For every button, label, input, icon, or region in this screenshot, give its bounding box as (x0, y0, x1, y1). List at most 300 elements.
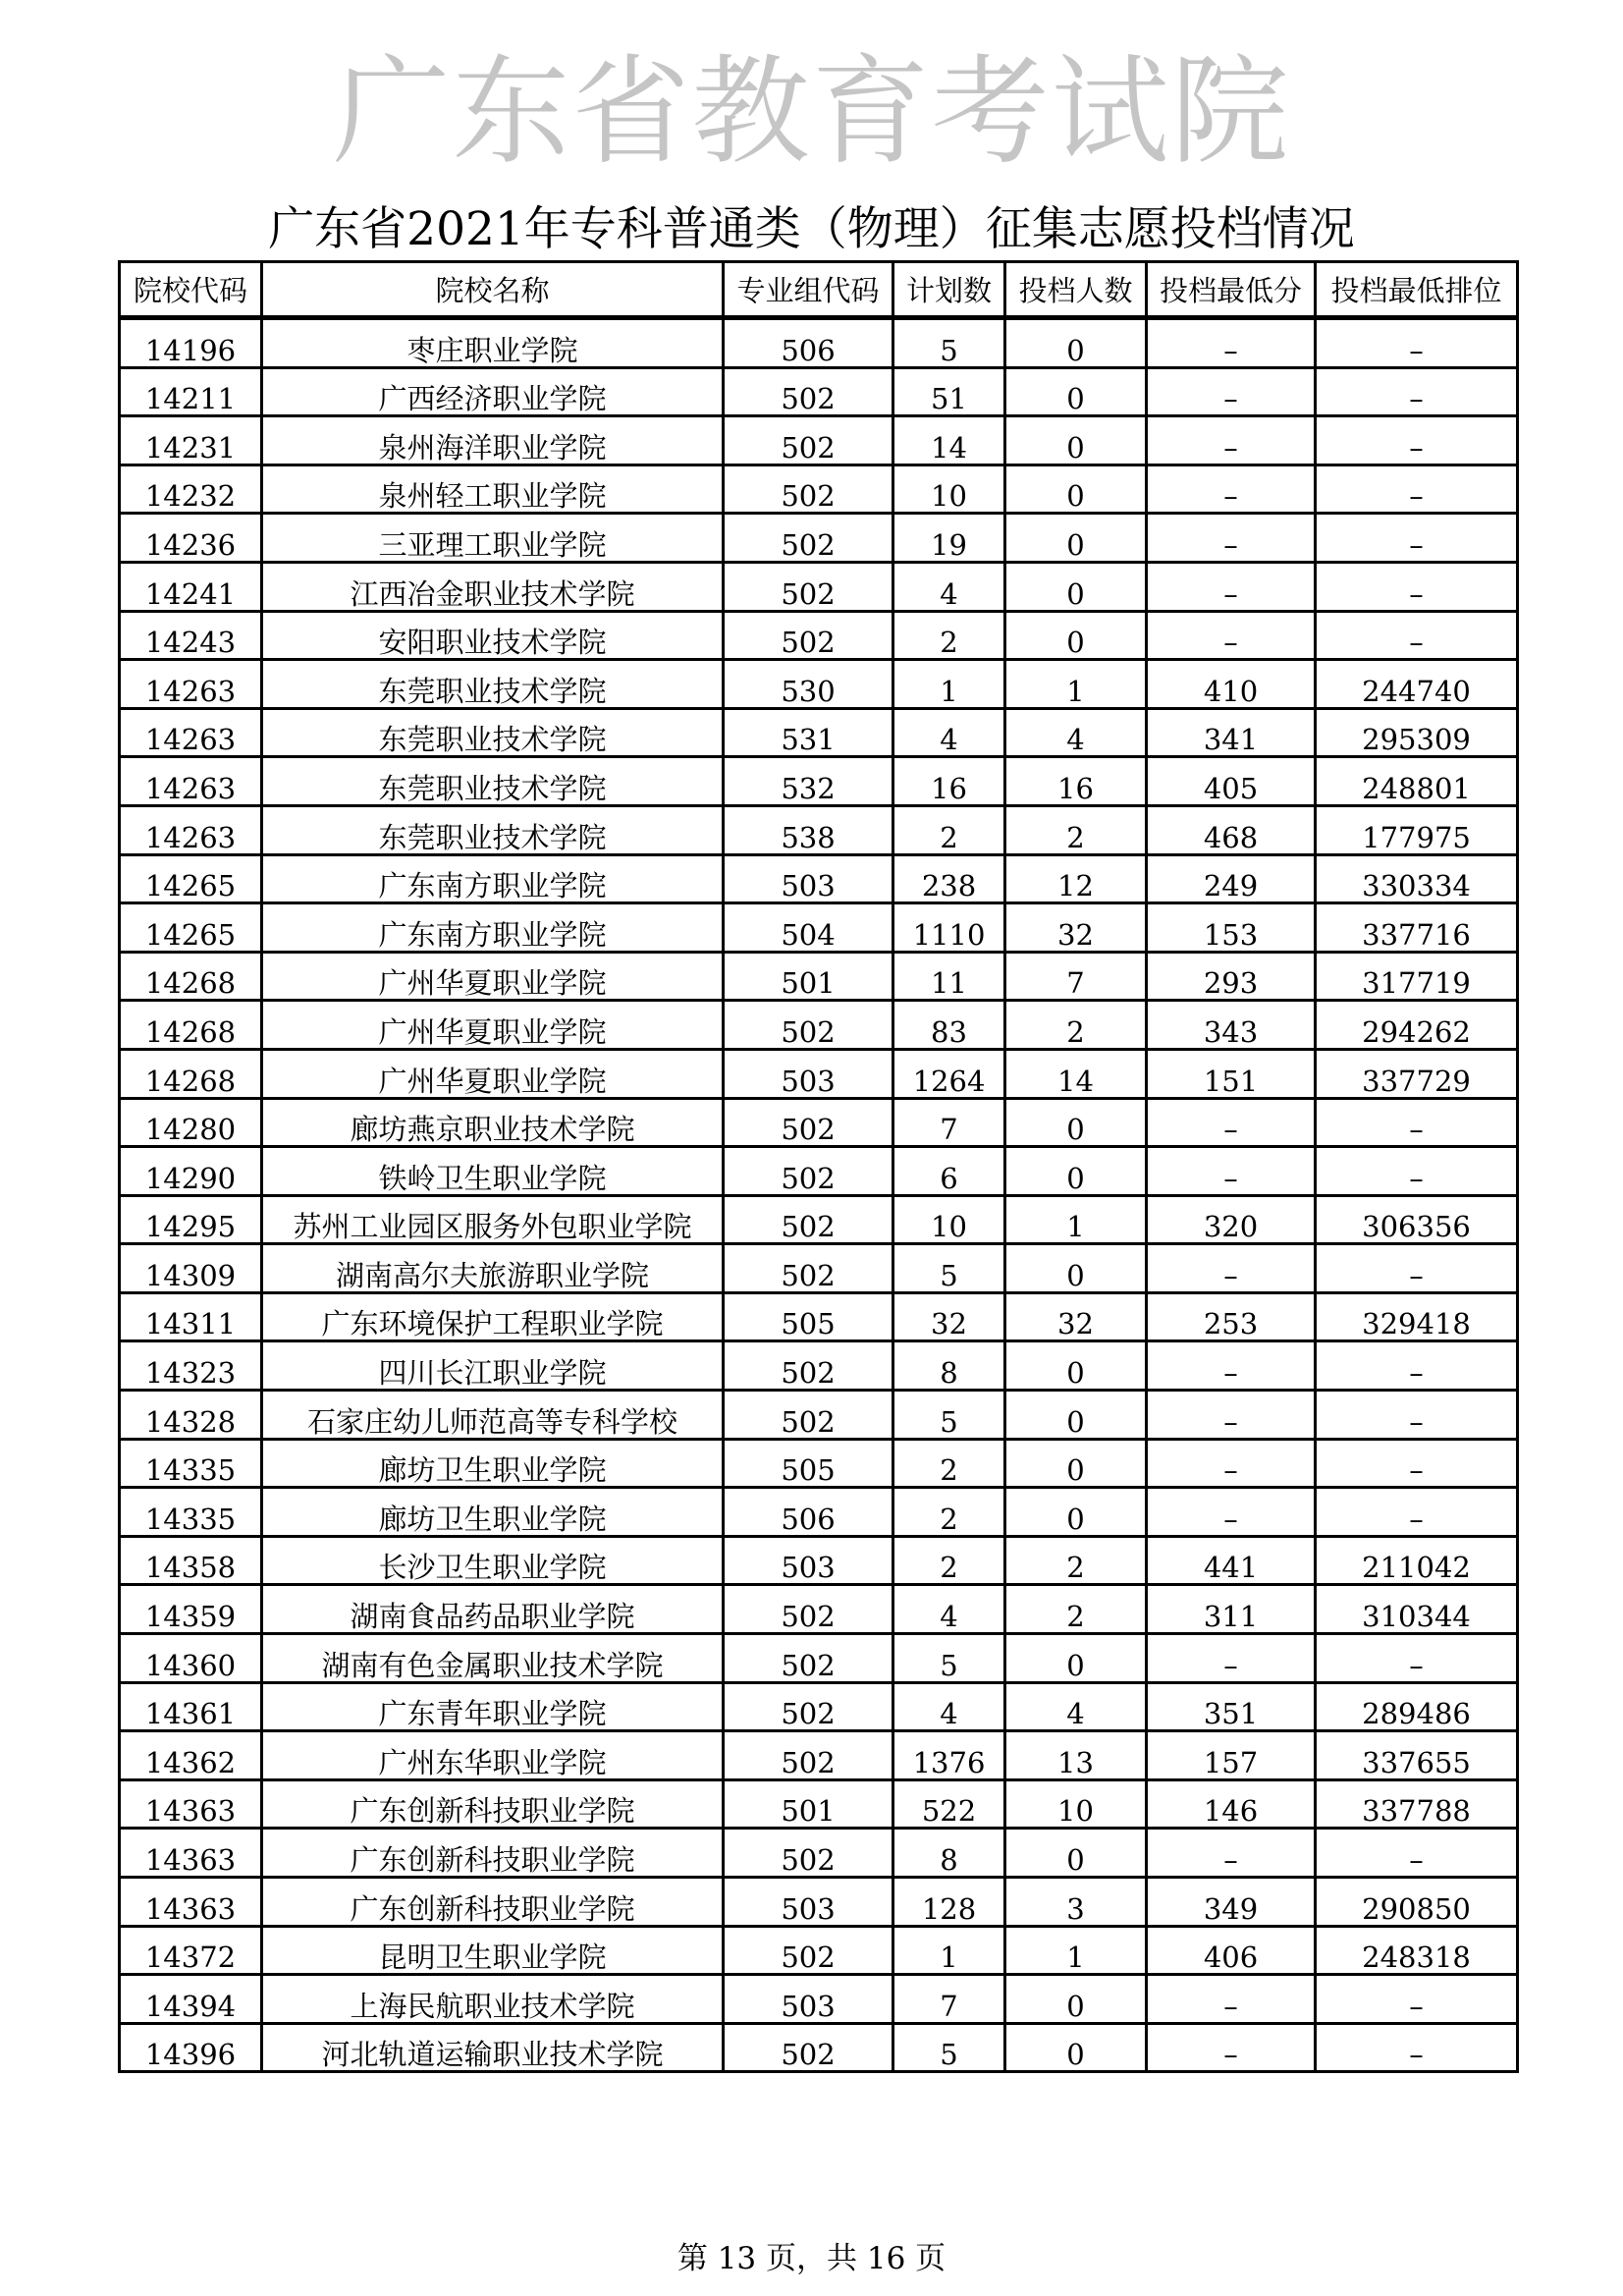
table-cell: 广东南方职业学院 (262, 903, 724, 953)
table-cell: 317719 (1316, 952, 1518, 1001)
table-cell: 0 (1005, 1391, 1147, 1440)
table-row (120, 854, 1518, 903)
table-cell: 0 (1005, 1147, 1147, 1196)
table-row (120, 1634, 1518, 1683)
table-cell: 306356 (1316, 1195, 1518, 1244)
table-cell: 502 (724, 367, 893, 416)
table-cell: 四川长江职业学院 (262, 1341, 724, 1391)
table-cell: 7 (1005, 952, 1147, 1001)
table-cell: 503 (724, 1878, 893, 1927)
table-cell: 长沙卫生职业学院 (262, 1536, 724, 1585)
table-cell: – (1316, 416, 1518, 465)
table-row (120, 562, 1518, 611)
table-cell: 6 (893, 1147, 1005, 1196)
table-cell: – (1147, 2023, 1316, 2072)
table-cell: 8 (893, 1829, 1005, 1878)
table-cell: – (1316, 1147, 1518, 1196)
table-cell: 河北轨道运输职业技术学院 (262, 2023, 724, 2072)
table-cell: – (1316, 1634, 1518, 1683)
table-cell: 290850 (1316, 1878, 1518, 1927)
table-cell: – (1147, 465, 1316, 514)
table-cell: 14268 (120, 952, 262, 1001)
table-cell: 249 (1147, 854, 1316, 903)
table-cell: 10 (893, 1195, 1005, 1244)
table-cell: – (1147, 1244, 1316, 1293)
table-row (120, 465, 1518, 514)
table-cell: 330334 (1316, 854, 1518, 903)
table-cell: 14361 (120, 1682, 262, 1731)
table-row (120, 1731, 1518, 1780)
table-row (120, 1098, 1518, 1147)
table-cell: 0 (1005, 1634, 1147, 1683)
table-cell: 石家庄幼儿师范高等专科学校 (262, 1391, 724, 1440)
table-cell: 14309 (120, 1244, 262, 1293)
table-cell: 14360 (120, 1634, 262, 1683)
table-row (120, 1391, 1518, 1440)
table-cell: 0 (1005, 1975, 1147, 2024)
table-cell: 广州华夏职业学院 (262, 1049, 724, 1098)
table-row (120, 367, 1518, 416)
table-cell: 12 (1005, 854, 1147, 903)
table-row (120, 1585, 1518, 1634)
table-row (120, 1195, 1518, 1244)
table-cell: 538 (724, 805, 893, 854)
table-cell: 14236 (120, 514, 262, 563)
table-cell: 2 (1005, 1001, 1147, 1050)
table-cell: – (1147, 1391, 1316, 1440)
table-cell: 14263 (120, 708, 262, 757)
table-cell: 10 (893, 465, 1005, 514)
table-row (120, 1926, 1518, 1975)
table-cell: 广东环境保护工程职业学院 (262, 1292, 724, 1341)
table-cell: 廊坊燕京职业技术学院 (262, 1098, 724, 1147)
table-cell: 410 (1147, 660, 1316, 709)
table-cell: – (1147, 367, 1316, 416)
table-cell: 廊坊卫生职业学院 (262, 1488, 724, 1537)
table-cell: 0 (1005, 1439, 1147, 1488)
table-cell: 351 (1147, 1682, 1316, 1731)
table-row (120, 1439, 1518, 1488)
table-cell: 503 (724, 1049, 893, 1098)
table-cell: 502 (724, 1244, 893, 1293)
table-cell: – (1147, 1147, 1316, 1196)
table-cell: 14359 (120, 1585, 262, 1634)
table-cell: 5 (893, 1391, 1005, 1440)
table-cell: 503 (724, 1536, 893, 1585)
table-cell: 14 (893, 416, 1005, 465)
table-cell: 5 (893, 2023, 1005, 2072)
table-cell: – (1316, 1829, 1518, 1878)
table-row (120, 1829, 1518, 1878)
table-cell: 502 (724, 1731, 893, 1780)
table-cell: 14 (1005, 1049, 1147, 1098)
table-cell: – (1316, 1341, 1518, 1391)
table-cell: – (1316, 1488, 1518, 1537)
table-cell: 502 (724, 611, 893, 660)
table-cell: 广东南方职业学院 (262, 854, 724, 903)
table-row (120, 805, 1518, 854)
table-cell: 2 (1005, 805, 1147, 854)
table-cell: 14243 (120, 611, 262, 660)
table-cell: – (1147, 416, 1316, 465)
table-row (120, 611, 1518, 660)
table-cell: 0 (1005, 1244, 1147, 1293)
table-cell: 505 (724, 1292, 893, 1341)
table-cell: 0 (1005, 416, 1147, 465)
table-cell: – (1147, 1634, 1316, 1683)
table-cell: 苏州工业园区服务外包职业学院 (262, 1195, 724, 1244)
table-cell: 14335 (120, 1439, 262, 1488)
column-header: 专业组代码 (724, 262, 893, 318)
table-cell: 502 (724, 1001, 893, 1050)
table-cell: 2 (893, 805, 1005, 854)
table-cell: 310344 (1316, 1585, 1518, 1634)
table-cell: 32 (1005, 903, 1147, 953)
table-row (120, 1975, 1518, 2024)
table-cell: 502 (724, 1829, 893, 1878)
table-cell: 504 (724, 903, 893, 953)
table-cell: 枣庄职业学院 (262, 318, 724, 368)
table-cell: 14211 (120, 367, 262, 416)
table-cell: 7 (893, 1975, 1005, 2024)
table-row (120, 1779, 1518, 1829)
watermark: 广东省教育考试院 (332, 44, 1291, 181)
table-cell: 157 (1147, 1731, 1316, 1780)
table-cell: 14265 (120, 854, 262, 903)
table-cell: 0 (1005, 611, 1147, 660)
table-cell: 337788 (1316, 1779, 1518, 1829)
table-cell: 128 (893, 1878, 1005, 1927)
table-cell: 4 (893, 708, 1005, 757)
table-cell: 0 (1005, 514, 1147, 563)
table-cell: 14280 (120, 1098, 262, 1147)
table-cell: 441 (1147, 1536, 1316, 1585)
table-cell: 2 (893, 611, 1005, 660)
table-cell: 广州华夏职业学院 (262, 952, 724, 1001)
table-cell: 东莞职业技术学院 (262, 660, 724, 709)
table-cell: 146 (1147, 1779, 1316, 1829)
table-cell: 14265 (120, 903, 262, 953)
table-cell: 0 (1005, 465, 1147, 514)
table-cell: 昆明卫生职业学院 (262, 1926, 724, 1975)
table-cell: 337716 (1316, 903, 1518, 953)
table-cell: 14394 (120, 1975, 262, 2024)
table-cell: 广州华夏职业学院 (262, 1001, 724, 1050)
table-cell: 14295 (120, 1195, 262, 1244)
table-cell: 1376 (893, 1731, 1005, 1780)
table-cell: 14396 (120, 2023, 262, 2072)
table-cell: 0 (1005, 2023, 1147, 2072)
table-cell: 253 (1147, 1292, 1316, 1341)
table-cell: – (1316, 1098, 1518, 1147)
table-cell: 14290 (120, 1147, 262, 1196)
table-cell: 0 (1005, 1829, 1147, 1878)
table-cell: 湖南高尔夫旅游职业学院 (262, 1244, 724, 1293)
table-cell: 19 (893, 514, 1005, 563)
table-cell: – (1316, 1439, 1518, 1488)
table-cell: – (1147, 1439, 1316, 1488)
table-cell: 0 (1005, 562, 1147, 611)
table-cell: 320 (1147, 1195, 1316, 1244)
table-cell: 14196 (120, 318, 262, 368)
table-row (120, 1244, 1518, 1293)
table-cell: – (1316, 318, 1518, 368)
table-cell: 502 (724, 2023, 893, 2072)
table-row (120, 1001, 1518, 1050)
table-cell: 248318 (1316, 1926, 1518, 1975)
table-cell: – (1316, 1975, 1518, 2024)
table-cell: 14372 (120, 1926, 262, 1975)
table-row (120, 1536, 1518, 1585)
table-cell: 14241 (120, 562, 262, 611)
table-cell: 三亚理工职业学院 (262, 514, 724, 563)
table-cell: 343 (1147, 1001, 1316, 1050)
table-cell: 11 (893, 952, 1005, 1001)
table-cell: 2 (893, 1488, 1005, 1537)
column-header: 院校名称 (262, 262, 724, 318)
table-cell: – (1147, 1341, 1316, 1391)
table-cell: 8 (893, 1341, 1005, 1391)
table-cell: 1 (893, 660, 1005, 709)
table-cell: 32 (1005, 1292, 1147, 1341)
table-row (120, 416, 1518, 465)
table-cell: 1 (893, 1926, 1005, 1975)
table-cell: 502 (724, 1341, 893, 1391)
table-cell: 14363 (120, 1779, 262, 1829)
table-cell: 湖南食品药品职业学院 (262, 1585, 724, 1634)
table-cell: 1264 (893, 1049, 1005, 1098)
table-cell: – (1316, 1244, 1518, 1293)
table-cell: 506 (724, 318, 893, 368)
table-cell: – (1316, 611, 1518, 660)
table-cell: 14263 (120, 757, 262, 806)
table-cell: 522 (893, 1779, 1005, 1829)
table-cell: – (1147, 1488, 1316, 1537)
table-cell: 506 (724, 1488, 893, 1537)
table-cell: 铁岭卫生职业学院 (262, 1147, 724, 1196)
table-cell: 湖南有色金属职业技术学院 (262, 1634, 724, 1683)
table-cell: 14328 (120, 1391, 262, 1440)
table-cell: 16 (1005, 757, 1147, 806)
table-cell: 468 (1147, 805, 1316, 854)
column-header: 投档最低排位 (1316, 262, 1518, 318)
table-cell: 0 (1005, 1098, 1147, 1147)
table-cell: 10 (1005, 1779, 1147, 1829)
table-cell: 5 (893, 318, 1005, 368)
table-cell: 东莞职业技术学院 (262, 805, 724, 854)
table-cell: 1 (1005, 1926, 1147, 1975)
table-cell: 502 (724, 514, 893, 563)
page-footer: 第 13 页，共 16 页 (676, 2241, 947, 2276)
table-cell: 502 (724, 1926, 893, 1975)
table-cell: 14323 (120, 1341, 262, 1391)
column-header: 计划数 (893, 262, 1005, 318)
table-cell: 14263 (120, 660, 262, 709)
table-cell: 502 (724, 1195, 893, 1244)
table-row (120, 660, 1518, 709)
table-cell: 14311 (120, 1292, 262, 1341)
table-cell: 安阳职业技术学院 (262, 611, 724, 660)
table-cell: 14231 (120, 416, 262, 465)
table-cell: 349 (1147, 1878, 1316, 1927)
table-cell: 341 (1147, 708, 1316, 757)
table-header (120, 262, 1518, 318)
table-cell: 4 (893, 1585, 1005, 1634)
table-cell: 0 (1005, 1341, 1147, 1391)
table-cell: 337655 (1316, 1731, 1518, 1780)
table-cell: 4 (1005, 1682, 1147, 1731)
table-cell: 501 (724, 952, 893, 1001)
table-cell: 32 (893, 1292, 1005, 1341)
table-cell: – (1147, 514, 1316, 563)
table-row (120, 952, 1518, 1001)
table-cell: 广东创新科技职业学院 (262, 1779, 724, 1829)
table-cell: 13 (1005, 1731, 1147, 1780)
table-cell: – (1316, 2023, 1518, 2072)
table-row (120, 1488, 1518, 1537)
table-cell: 501 (724, 1779, 893, 1829)
table-cell: – (1147, 611, 1316, 660)
table-cell: 14263 (120, 805, 262, 854)
table-cell: 14335 (120, 1488, 262, 1537)
table-cell: 0 (1005, 1488, 1147, 1537)
table-row (120, 1878, 1518, 1927)
table-cell: 廊坊卫生职业学院 (262, 1439, 724, 1488)
table-cell: 2 (1005, 1536, 1147, 1585)
table-cell: 405 (1147, 757, 1316, 806)
table-cell: 502 (724, 1585, 893, 1634)
table-cell: 5 (893, 1244, 1005, 1293)
table-cell: – (1147, 1829, 1316, 1878)
table-cell: 0 (1005, 318, 1147, 368)
table-cell: 289486 (1316, 1682, 1518, 1731)
table-cell: 上海民航职业技术学院 (262, 1975, 724, 2024)
table-cell: 311 (1147, 1585, 1316, 1634)
table-cell: 14363 (120, 1878, 262, 1927)
table-cell: 502 (724, 1682, 893, 1731)
table-cell: 4 (893, 562, 1005, 611)
table-cell: – (1316, 367, 1518, 416)
table-cell: 177975 (1316, 805, 1518, 854)
table-cell: 2 (893, 1439, 1005, 1488)
table-cell: 东莞职业技术学院 (262, 708, 724, 757)
table-cell: 1110 (893, 903, 1005, 953)
table-cell: 1 (1005, 1195, 1147, 1244)
table-cell: 广州东华职业学院 (262, 1731, 724, 1780)
table-cell: 7 (893, 1098, 1005, 1147)
table-cell: – (1316, 562, 1518, 611)
table-cell: – (1316, 514, 1518, 563)
table-row (120, 757, 1518, 806)
table-cell: 406 (1147, 1926, 1316, 1975)
table-row (120, 2023, 1518, 2072)
table-cell: 0 (1005, 367, 1147, 416)
table-cell: 广东创新科技职业学院 (262, 1829, 724, 1878)
table-cell: 329418 (1316, 1292, 1518, 1341)
table-cell: 337729 (1316, 1049, 1518, 1098)
table-row (120, 514, 1518, 563)
table-cell: 502 (724, 465, 893, 514)
table-cell: – (1316, 465, 1518, 514)
table-row (120, 903, 1518, 953)
table-cell: 1 (1005, 660, 1147, 709)
table-cell: 泉州海洋职业学院 (262, 416, 724, 465)
table-cell: – (1147, 562, 1316, 611)
table-row (120, 708, 1518, 757)
table-cell: 211042 (1316, 1536, 1518, 1585)
table-cell: 广西经济职业学院 (262, 367, 724, 416)
table-cell: 2 (893, 1536, 1005, 1585)
column-header: 投档人数 (1005, 262, 1147, 318)
table-cell: 5 (893, 1634, 1005, 1683)
table-row (120, 1147, 1518, 1196)
admission-table (118, 260, 1519, 2073)
table-row (120, 1341, 1518, 1391)
table-cell: 江西冶金职业技术学院 (262, 562, 724, 611)
table-cell: 83 (893, 1001, 1005, 1050)
column-header: 投档最低分 (1147, 262, 1316, 318)
table-cell: 东莞职业技术学院 (262, 757, 724, 806)
table-cell: 295309 (1316, 708, 1518, 757)
table-cell: 14268 (120, 1001, 262, 1050)
table-cell: – (1147, 318, 1316, 368)
table-cell: 238 (893, 854, 1005, 903)
table-cell: 502 (724, 1391, 893, 1440)
table-cell: 505 (724, 1439, 893, 1488)
table-cell: 294262 (1316, 1001, 1518, 1050)
table-cell: – (1147, 1098, 1316, 1147)
table-cell: 503 (724, 854, 893, 903)
table-cell: 14363 (120, 1829, 262, 1878)
table-cell: 502 (724, 562, 893, 611)
table-row (120, 1049, 1518, 1098)
table-cell: 244740 (1316, 660, 1518, 709)
table-cell: 502 (724, 1147, 893, 1196)
table-cell: 4 (1005, 708, 1147, 757)
table-cell: 531 (724, 708, 893, 757)
table-cell: – (1316, 1391, 1518, 1440)
column-header: 院校代码 (120, 262, 262, 318)
table-cell: 14358 (120, 1536, 262, 1585)
table-cell: 14232 (120, 465, 262, 514)
table-cell: 502 (724, 416, 893, 465)
table-row (120, 318, 1518, 368)
table-cell: 泉州轻工职业学院 (262, 465, 724, 514)
table-cell: 广东青年职业学院 (262, 1682, 724, 1731)
table-cell: 3 (1005, 1878, 1147, 1927)
table-row (120, 1292, 1518, 1341)
table-cell: 503 (724, 1975, 893, 2024)
table-cell: 广东创新科技职业学院 (262, 1878, 724, 1927)
table-cell: 4 (893, 1682, 1005, 1731)
table-cell: 248801 (1316, 757, 1518, 806)
table-cell: 153 (1147, 903, 1316, 953)
table-row (120, 1682, 1518, 1731)
table-cell: – (1147, 1975, 1316, 2024)
table-cell: 530 (724, 660, 893, 709)
page-title: 广东省2021年专科普通类（物理）征集志愿投档情况 (268, 202, 1355, 256)
table-cell: 532 (724, 757, 893, 806)
table-cell: 2 (1005, 1585, 1147, 1634)
table-cell: 502 (724, 1634, 893, 1683)
table-cell: 51 (893, 367, 1005, 416)
table-cell: 16 (893, 757, 1005, 806)
table-cell: 14362 (120, 1731, 262, 1780)
table-cell: 293 (1147, 952, 1316, 1001)
table-cell: 502 (724, 1098, 893, 1147)
table-cell: 14268 (120, 1049, 262, 1098)
table-cell: 151 (1147, 1049, 1316, 1098)
